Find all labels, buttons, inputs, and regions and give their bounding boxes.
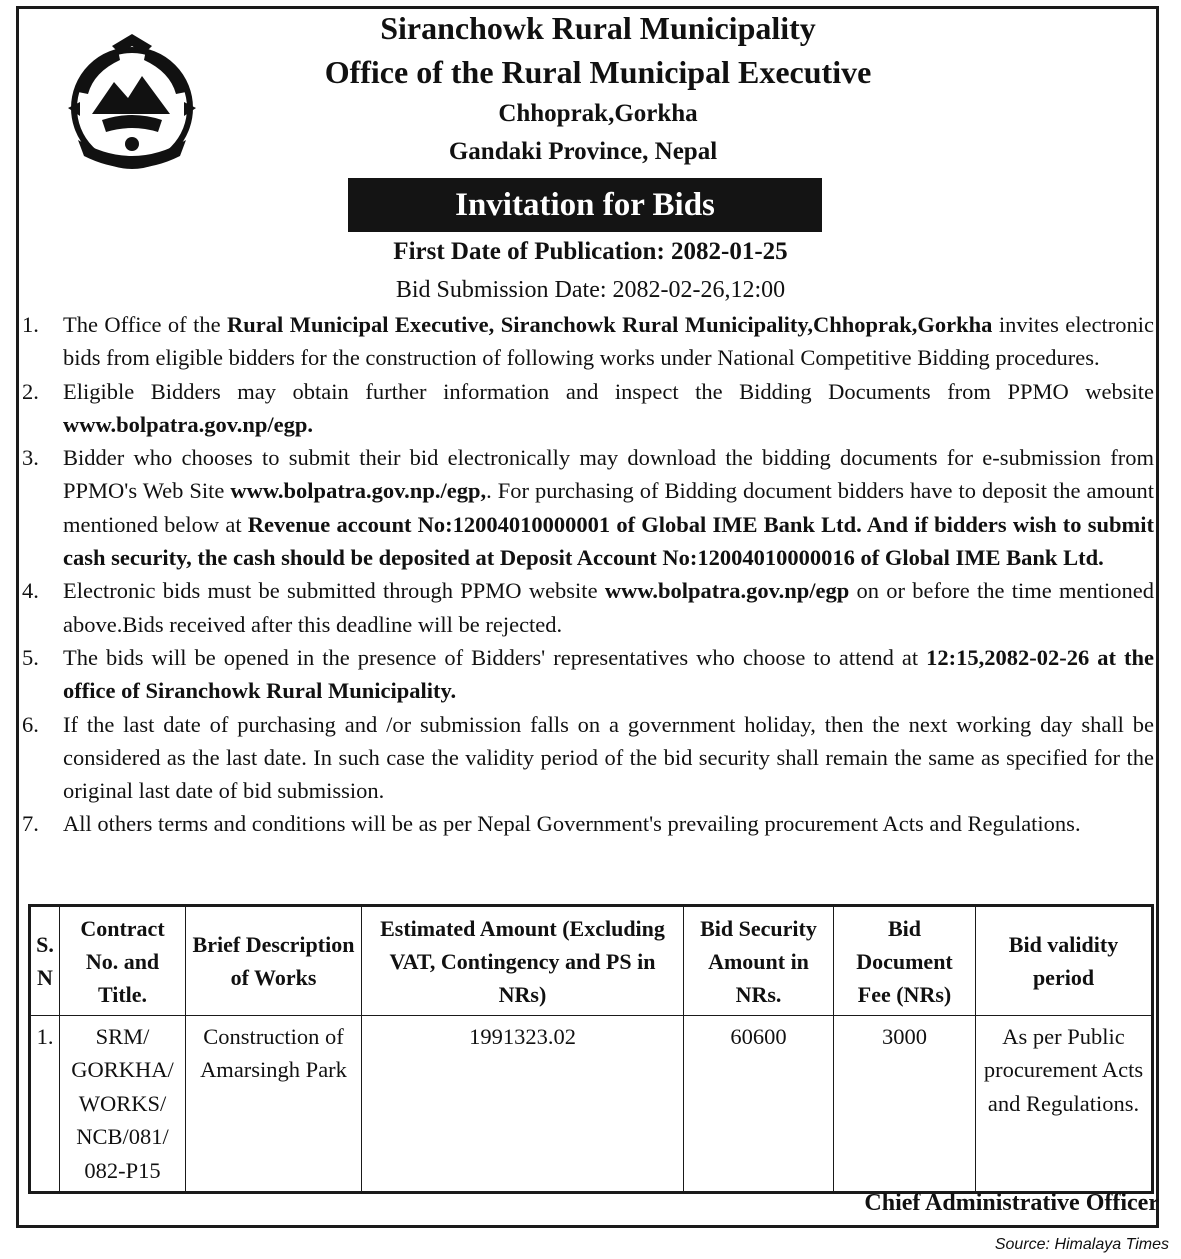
cell-estimate: 1991323.02: [362, 1016, 684, 1193]
col-header-security: Bid Security Amount in NRs.: [684, 906, 834, 1016]
clause-text: The bids will be opened in the presence of Bidders' representatives who choose to attend at: [63, 644, 927, 670]
cell-contract: SRM/ GORKHA/ WORKS/ NCB/081/ 082-P15: [60, 1016, 186, 1193]
bid-submission-date: Bid Submission Date: 2082-02-26,12:00: [395, 277, 786, 303]
clause-4: [22, 574, 1154, 641]
clause-text: . For purchasing of Bidding document bidders have to deposit the amount mentioned below at: [63, 478, 1155, 537]
clause-text: If the last date of purchasing and /or submission falls on a government holiday, then the next working day shall be considered as the last date. In such case the validity period of the bid security shall remain the same as specified for the original last date of bid submission.: [63, 711, 1154, 804]
clause-text: on or before the time mentioned above.Bids received after this deadline will be rejected.: [63, 578, 1155, 637]
col-header-estimate: Estimated Amount (Excluding VAT, Contingency and PS in NRs): [362, 906, 684, 1016]
office-province: Gandaki Province, Nepal: [448, 138, 718, 165]
clause-text: Eligible Bidders may obtain further information and inspect the Bidding Documents from PPMO website: [63, 378, 1154, 404]
clause-bold-text: Rural Municipal Executive, Siranchowk Rural Municipality,Chhoprak,Gorkha: [227, 312, 993, 337]
clause-text: Electronic bids must be submitted through PPMO website: [63, 578, 605, 604]
clause-number: 5.: [22, 644, 39, 670]
signatory-title: Chief Administrative Officer: [864, 1190, 1159, 1216]
clause-bold-text: www.bolpatra.gov.np/egp: [604, 578, 850, 604]
clause-number: 1.: [22, 312, 39, 337]
cell-sn: 1.: [30, 1016, 60, 1193]
clause-5: [22, 641, 1154, 708]
table-header-row: [30, 906, 1153, 1016]
col-header-validity: Bid validity period: [976, 906, 1153, 1016]
cell-fee: 3000: [834, 1016, 976, 1193]
clause-bold-text: 12:15,2082-02-26 at the office of Siranchowk Rural Municipality.: [63, 644, 1154, 704]
cell-validity: As per Public procurement Acts and Regulations.: [976, 1016, 1153, 1193]
clause-2: [22, 375, 1154, 442]
clause-number: 2.: [22, 378, 39, 404]
clause-number: 4.: [22, 578, 39, 604]
clause-1: [22, 308, 1154, 375]
notice-clauses: [22, 308, 1154, 841]
clause-3: [22, 441, 1154, 574]
clause-bold-text: www.bolpatra.gov.np/egp.: [63, 411, 314, 437]
col-header-contract: Contract No. and Title.: [60, 906, 186, 1016]
clause-bold-text: Revenue account No:12004010000001 of Global IME Bank Ltd. And if bidders wish to submit cash security, the cash should be deposited at Deposit Account No:12004010000016 of Global IME Bank Ltd.: [63, 511, 1155, 571]
col-header-sn: S. N: [30, 906, 60, 1016]
col-header-fee: Bid Document Fee (NRs): [834, 906, 976, 1016]
cell-security: 60600: [684, 1016, 834, 1193]
source-credit: Source: Himalaya Times: [994, 1236, 1169, 1253]
cell-description: Construction of Amarsingh Park: [186, 1016, 362, 1193]
clause-number: 6.: [22, 711, 39, 737]
office-name: Office of the Rural Municipal Executive: [324, 54, 872, 90]
notice-title: Invitation for Bids: [348, 178, 822, 232]
clause-bold-text: www.bolpatra.gov.np./egp,: [230, 478, 487, 504]
clause-text: Bidder who chooses to submit their bid electronically may download the bidding documents for e-submission from PPMO's Web Site: [63, 445, 1154, 504]
clause-text: invites electronic bids from eligible bidders for the construction of following works under National Competitive Bidding procedures.: [63, 312, 1154, 371]
clause-number: 3.: [22, 445, 39, 471]
clause-text: All others terms and conditions will be as per Nepal Government's prevailing procurement Acts and Regulations.: [63, 811, 1081, 837]
clause-text: The Office of the: [63, 312, 228, 337]
works-table: [28, 904, 1154, 1194]
first-publication-date: First Date of Publication: 2082-01-25: [393, 238, 788, 265]
municipality-name: Siranchowk Rural Municipality: [380, 10, 816, 46]
office-location: Chhoprak,Gorkha: [498, 100, 698, 127]
col-header-description: Brief Description of Works: [186, 906, 362, 1016]
clause-6: [22, 708, 1154, 808]
table-row: [30, 1016, 1153, 1193]
clause-7: [22, 807, 1154, 840]
clause-number: 7.: [22, 811, 39, 837]
